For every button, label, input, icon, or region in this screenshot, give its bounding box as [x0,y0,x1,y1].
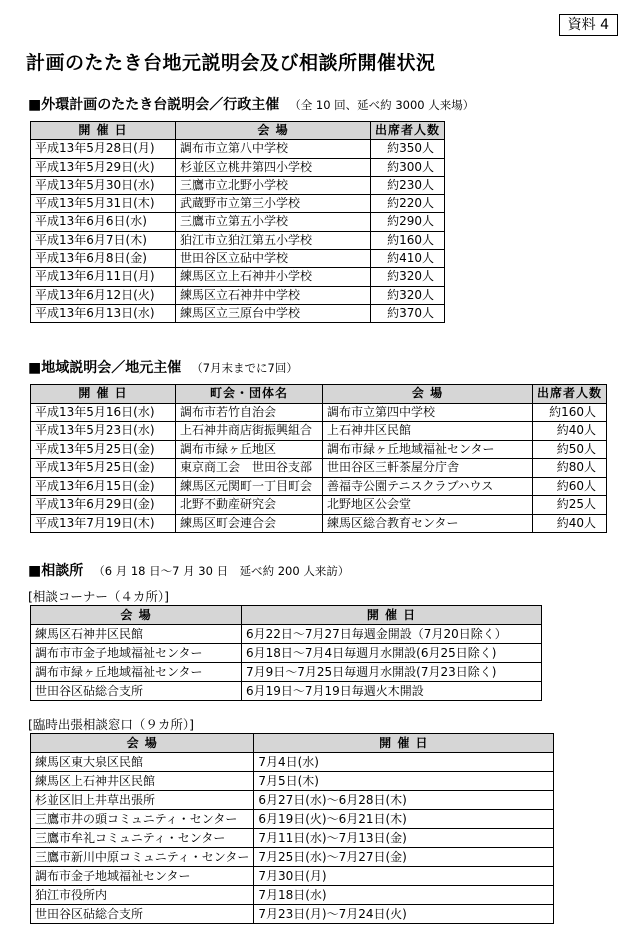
table-cell: 約40人 [533,514,607,533]
table-cell: 6月18日～7月4日毎週月水開設(6月25日除く) [242,644,542,663]
col-header-dates: 開 催 日 [254,734,554,753]
table-row [31,848,554,867]
col-header-date: 開 催 日 [31,385,176,404]
table-cell: 平成13年6月6日(水) [31,213,176,231]
table-cell: 約220人 [371,195,445,213]
table-cell: 狛江市役所内 [31,886,254,905]
table-row [31,663,542,682]
table-cell: 平成13年5月16日(水) [31,403,176,422]
table-cell: 約40人 [533,422,607,441]
table-cell: 練馬区立石神井中学校 [176,286,371,304]
section2-note: （7月末までに7回） [191,361,298,375]
table-cell: 約25人 [533,496,607,515]
consultation-corner-table [30,605,542,701]
table-cell: 7月4日(水) [254,753,554,772]
table-cell: 約230人 [371,176,445,194]
table-cell: 調布市立第八中学校 [176,140,371,158]
table-cell: 三鷹市牟礼コミュニティ・センター [31,829,254,848]
local-briefing-table [30,384,607,533]
table-row [31,682,542,701]
col-header-organization: 町会・団体名 [176,385,323,404]
table-cell: 7月30日(月) [254,867,554,886]
table-row [31,772,554,791]
table-cell: 世田谷区砧総合支所 [31,905,254,924]
table-cell: 7月5日(木) [254,772,554,791]
table-cell: 北野地区公会堂 [323,496,533,515]
table-cell: 練馬区石神井区民館 [31,625,242,644]
table-cell: 約50人 [533,440,607,459]
table-row [31,213,445,231]
table-row [31,886,554,905]
table-cell: 平成13年6月29日(金) [31,496,176,515]
table-header-row [31,122,445,140]
table-cell: 6月19日(火)～6月21日(木) [254,810,554,829]
table-row [31,403,607,422]
document-label: 資料 4 [559,14,618,36]
table-cell: 練馬区町会連合会 [176,514,323,533]
table-cell: 調布市市金子地域福祉センター [31,644,242,663]
table-row [31,286,445,304]
table-row [31,867,554,886]
table-cell: 平成13年6月15日(金) [31,477,176,496]
table-cell: 杉並区立桃井第四小学校 [176,158,371,176]
table-cell: 約350人 [371,140,445,158]
table-cell: 練馬区東大泉区民館 [31,753,254,772]
table-cell: 約300人 [371,158,445,176]
table-cell: 平成13年6月11日(月) [31,268,176,286]
consultation-corner-subheading: [相談コーナー（４カ所）] [28,589,170,604]
table-cell: 平成13年5月28日(月) [31,140,176,158]
table-row [31,140,445,158]
table-cell: 平成13年5月23日(水) [31,422,176,441]
table-cell: 調布市若竹自治会 [176,403,323,422]
section1-heading-text: ■外環計画のたたき台説明会／行政主催 [28,97,280,113]
table-cell: 上石神井区民館 [323,422,533,441]
table-row [31,829,554,848]
table-cell: 平成13年5月31日(木) [31,195,176,213]
section1-note: （全 10 回、延べ約 3000 人来場） [289,98,475,112]
table-row [31,195,445,213]
table-cell: 世田谷区砧総合支所 [31,682,242,701]
table-cell: 約320人 [371,286,445,304]
table-cell: 狛江市立狛江第五小学校 [176,231,371,249]
table-cell: 善福寺公園テニスクラブハウス [323,477,533,496]
table-cell: 6月27日(水)～6月28日(木) [254,791,554,810]
table-cell: 上石神井商店街振興組合 [176,422,323,441]
table-cell: 平成13年6月7日(木) [31,231,176,249]
table-row [31,791,554,810]
table-cell: 練馬区上石神井区民館 [31,772,254,791]
col-header-venue: 会 場 [176,122,371,140]
table-row [31,231,445,249]
table-cell: 平成13年6月13日(水) [31,304,176,322]
table-cell: 東京商工会 世田谷支部 [176,459,323,478]
table-cell: 平成13年5月25日(金) [31,459,176,478]
section3-note: （6 月 18 日～7 月 30 日 延べ約 200 人来訪） [93,564,350,578]
table-cell: 7月9日～7月25日毎週月水開設(7月23日除く) [242,663,542,682]
temporary-desk-subheading: [臨時出張相談窓口（９カ所）] [28,717,195,732]
table-cell: 約80人 [533,459,607,478]
table-cell: 平成13年6月12日(火) [31,286,176,304]
table-cell: 武蔵野市立第三小学校 [176,195,371,213]
table-cell: 平成13年5月29日(火) [31,158,176,176]
table-row [31,496,607,515]
table-cell: 練馬区立三原台中学校 [176,304,371,322]
table-cell: 練馬区元関町一丁目町会 [176,477,323,496]
col-header-attendance: 出席者人数 [371,122,445,140]
table-cell: 杉並区旧上井草出張所 [31,791,254,810]
table-row [31,514,607,533]
table-row [31,250,445,268]
table-header-row [31,385,607,404]
table-cell: 世田谷区三軒茶屋分庁舎 [323,459,533,478]
table-cell: 約160人 [371,231,445,249]
table-cell: 平成13年6月8日(金) [31,250,176,268]
table-row [31,422,607,441]
table-row [31,440,607,459]
table-row [31,753,554,772]
table-cell: 約320人 [371,268,445,286]
table-header-row [31,606,542,625]
table-row [31,644,542,663]
section2-heading [28,357,298,377]
table-cell: 6月19日～7月19日毎週火木開設 [242,682,542,701]
col-header-venue: 会 場 [323,385,533,404]
table-cell: 平成13年5月30日(水) [31,176,176,194]
page-title: 計画のたたき台地元説明会及び相談所開催状況 [26,52,436,74]
table-cell: 三鷹市立北野小学校 [176,176,371,194]
table-row [31,810,554,829]
table-cell: 平成13年7月19日(木) [31,514,176,533]
table-cell: 約370人 [371,304,445,322]
table-row [31,459,607,478]
table-cell: 7月25日(水)～7月27日(金) [254,848,554,867]
table-cell: 調布市緑ヶ丘地域福祉センター [323,440,533,459]
table-cell: 約290人 [371,213,445,231]
table-cell: 約60人 [533,477,607,496]
table-cell: 7月11日(水)～7月13日(金) [254,829,554,848]
table-cell: 約160人 [533,403,607,422]
section1-heading [28,94,474,114]
table-cell: 平成13年5月25日(金) [31,440,176,459]
table-row [31,905,554,924]
table-cell: 6月22日～7月27日毎週金開設（7月20日除く） [242,625,542,644]
col-header-venue: 会 場 [31,734,254,753]
table-cell: 練馬区立上石神井小学校 [176,268,371,286]
table-cell: 三鷹市立第五小学校 [176,213,371,231]
table-row [31,304,445,322]
col-header-dates: 開 催 日 [242,606,542,625]
briefing-table [30,121,445,323]
table-cell: 三鷹市井の頭コミュニティ・センター [31,810,254,829]
table-row [31,625,542,644]
table-row [31,158,445,176]
table-cell: 北野不動産研究会 [176,496,323,515]
table-cell: 調布市立第四中学校 [323,403,533,422]
table-cell: 調布市緑ヶ丘地区 [176,440,323,459]
section3-heading [28,560,349,580]
section2-heading-text: ■地域説明会／地元主催 [28,360,182,376]
table-cell: 世田谷区立砧中学校 [176,250,371,268]
table-cell: 調布市緑ヶ丘地域福祉センター [31,663,242,682]
table-row [31,176,445,194]
table-cell: 調布市金子地域福祉センター [31,867,254,886]
col-header-venue: 会 場 [31,606,242,625]
table-cell: 7月18日(水) [254,886,554,905]
table-cell: 約410人 [371,250,445,268]
table-row [31,477,607,496]
temporary-desk-table [30,733,554,924]
col-header-date: 開 催 日 [31,122,176,140]
table-cell: 練馬区総合教育センター [323,514,533,533]
table-cell: 三鷹市新川中原コミュニティ・センター [31,848,254,867]
section3-heading-text: ■相談所 [28,563,84,579]
table-row [31,268,445,286]
col-header-attendance: 出席者人数 [533,385,607,404]
table-header-row [31,734,554,753]
table-cell: 7月23日(月)～7月24日(火) [254,905,554,924]
